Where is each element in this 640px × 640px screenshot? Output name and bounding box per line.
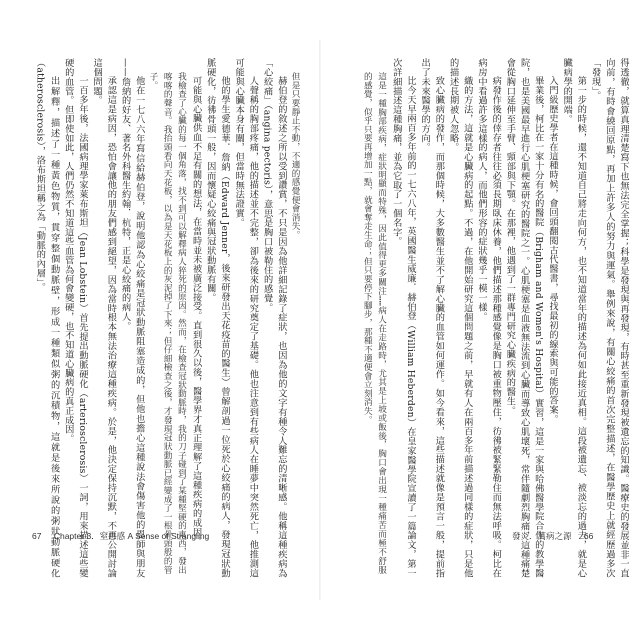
left-page-footer bbox=[32, 530, 209, 542]
book-gutter bbox=[319, 40, 321, 600]
left-page-number: 67 bbox=[32, 531, 42, 541]
right-page-paragraph: 致心臟病的發作，而那個時候，大多數醫生並不了解心臟的血管如何運作。如今看來，這些描述就像是預言一般，提前指出了未來醫學的方向。 bbox=[419, 58, 445, 578]
left-page-paragraph: 可能與心臟供血不足有關的想法，在當時並未被廣泛接受。直到很久以後，醫學界才真正理解了這種疾病的成因。 bbox=[190, 76, 202, 547]
left-page-paragraph: 承認這是病因，恐怕會讓他的朋友們感到絕望，因為當時根本無法治療這種疾病。於是，他決定保持沉默，不再公開討論這個問題。 bbox=[91, 58, 117, 578]
left-page-paragraph: 我檢查了心臟的每一個角落，找不到可以解釋病人猝死的原因。然而，在檢查冠狀動脈時，我的刀子碰到了某種堅硬的東西，發出喀喀的聲音。我抬頭看向天花板，以為是天花板上的灰泥掉了下來；但仔細檢查之後，才發現冠狀動脈已經變成了一根骨頭般的管子。 bbox=[147, 72, 187, 574]
right-page-paragraph: 第一步的時候，還不知道自己將走向何方，也不知道當年的描述為何如此接近真相。這段被遺忘、被淡忘的過去，就是心臟病學的開端。 bbox=[561, 58, 587, 578]
right-running-header: 發炎．萬病之源 bbox=[512, 531, 572, 541]
left-page-paragraph: 但是只要靜止不動，不適的感覺便會消失。 bbox=[290, 72, 300, 240]
right-page-paragraph: 入門級歷史學者在這種時候，會回頭翻閱古代醫書，尋找最初的線索與可能的答案。 bbox=[546, 76, 558, 425]
right-page-paragraph: 比今天早兩百多年前的一七六八年，英國醫生威廉．赫伯登（William Heberden）在皇家醫學院宣讀了一篇論文，第一次詳細描述這種胸痛，並為它取了一個名字。 bbox=[390, 58, 416, 578]
left-page-body-text bbox=[10, 58, 302, 578]
right-page-paragraph: 病發作後的倖存者往往必須長期臥床休養，他們描述那種感覺像是胸口被重物壓住，彷彿被緊緊勒住而無法呼吸。柯比在病房中看過許多這樣的病人，而他們形容的症狀幾乎一模一樣。 bbox=[475, 58, 502, 578]
right-page bbox=[338, 58, 630, 578]
left-page-paragraph: 人聲稱的胸部疼痛，他的描述並不完整，卻為後來的研究奠定了基礎。他也注意到有些病人在睡夢中突然死亡，他推測這可能與心臟本身有關，但當時無法證實。 bbox=[233, 58, 259, 578]
left-page-paragraph: 他的學生愛德華．詹納（Edward Jenner，後來研發出天花疫苗的醫生）曾解剖過一位死於心絞痛的病人，發現冠狀動脈硬化，彷彿骨頭一般，因而懷疑心絞痛與冠狀動脈有關。 bbox=[204, 58, 230, 578]
right-page-body-text bbox=[338, 58, 630, 578]
right-page-paragraph: 畢業後，柯比在一家十分有名的醫院（Brigham and Women's Hospital）實習，這是一家與哈佛醫學院合作的教學醫院，也是美國最早進行心肌梗塞研究的醫院之一。心肌梗塞是血液無法流到心臟而導致心肌壞死，常伴隨劇烈胸痛，這種痛楚會從胸口延伸至手臂、頸部與下顎。在那裡，他遇到了一群專門研究心臟疾病的醫生。 bbox=[504, 58, 544, 578]
right-page-number: 66 bbox=[583, 531, 594, 541]
right-page-paragraph: 織的方法，這就是心臟病的起點。不過，在他開始研究這個問題之前，早就有人在兩百多年前描述過同樣的症狀，只是他的描述長期被人忽略。 bbox=[447, 58, 473, 578]
left-page bbox=[10, 58, 302, 578]
left-page-paragraph: 出解釋，描述了一種黃色物質，貫穿整個動脈壁，形成一種類似粥的沉積物，這就是後來所說的粥狀動脈硬化（atherosclerosis），洛布斯坦稱之為「動脈的內層」。 bbox=[34, 58, 60, 578]
right-page-paragraph: 得透徹，就算真理清楚寫下也無法完全掌握；科學是發現與再發現，有時甚至重新發現被遺忘的知識。醫療史的發展並非一直向前，有時會繞回原點，再加上許多人的努力與運氣。舉例來說，有關心絞痛的首次完整描述，在醫學歷史上就經歷過多次「發現」。 bbox=[589, 58, 629, 578]
right-page-footer bbox=[512, 530, 593, 542]
left-running-header: Chapter 3．窒息感 A Sense of Strangling bbox=[53, 531, 210, 541]
left-page-paragraph: 一百多年後，法國病理學家萊布斯坦（Jean Lobstein）首先提出動脈硬化（arteriosclerosis）一詞，用來描述這些變硬的血管。但即使如此，人們仍然不知道這些血管為何會變硬，也不知道心臟病的真正成因。 bbox=[62, 58, 88, 578]
left-page-paragraph: 他在一七八六年寫信給赫伯登，說明他認為心絞痛是冠狀動脈阻塞造成的，但他也擔心這種說法會傷害他的恩師與朋友——詹納的好友、著名外科醫生約翰．杭特，正是心絞痛的病人。 bbox=[119, 58, 145, 578]
right-page-paragraph: 這是一種胸部疾病，症狀明顯而特殊，因此值得更多關注……病人在走路時，尤其是上坡或飯後，胸口會出現一種痛苦而極不舒服的感覺，似乎只要再增加一點，就會奪走生命；但只要停下腳步，那種不適便會立刻消失。 bbox=[362, 72, 387, 574]
left-page-paragraph: 赫伯登的敘述之所以受到讚賞，不只是因為他詳細記錄了症狀，也因為他的文字有種令人難忘的清晰感。他稱這種疾病為「心絞痛」（angina pectoris），意思是胸口被勒住的感覺。 bbox=[261, 58, 287, 578]
